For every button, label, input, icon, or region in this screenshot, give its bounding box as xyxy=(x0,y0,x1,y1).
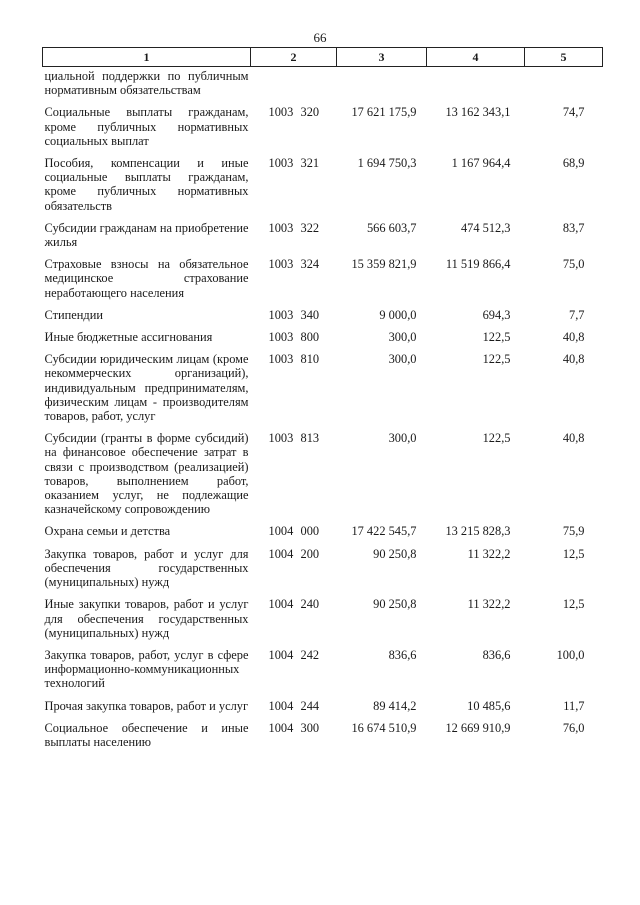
executed-amount: 12 669 910,9 xyxy=(445,720,511,735)
execution-percent: 75,0 xyxy=(562,257,585,272)
execution-percent: 40,8 xyxy=(562,352,585,367)
table-row xyxy=(43,308,603,330)
table-row xyxy=(43,330,603,352)
execution-percent: 40,8 xyxy=(562,431,585,446)
row-name: Иные закупки товаров, работ и услуг для обеспечения государственных (муниципальных) нужд xyxy=(44,597,249,640)
budget-table xyxy=(42,47,603,757)
expense-type-code: 813 xyxy=(300,431,320,446)
row-name: Страховые взносы на обязательное медицинское страхование неработающего населения xyxy=(44,257,249,300)
row-codes xyxy=(251,597,337,648)
expense-type-code: 000 xyxy=(300,524,320,539)
table-row xyxy=(43,221,603,257)
row-codes xyxy=(251,330,337,352)
table-row xyxy=(43,721,603,757)
row-codes xyxy=(251,257,337,308)
executed-amount: 10 485,6 xyxy=(467,698,511,713)
planned-amount: 90 250,8 xyxy=(373,597,417,612)
executed-amount: 474 512,3 xyxy=(460,220,511,235)
execution-percent: 100,0 xyxy=(556,647,585,662)
executed-amount: 1 167 964,4 xyxy=(451,156,511,171)
executed-amount: 694,3 xyxy=(482,307,511,322)
expense-type-code: 321 xyxy=(300,156,320,171)
expense-type-code: 324 xyxy=(300,257,320,272)
execution-percent: 7,7 xyxy=(569,307,585,322)
execution-percent: 11,7 xyxy=(563,698,585,713)
table-row xyxy=(43,352,603,431)
planned-amount: 566 603,7 xyxy=(366,220,417,235)
column-header-3: 3 xyxy=(337,48,427,67)
section-code: 1004 xyxy=(268,698,294,713)
row-name: Социальное обеспечение и иные выплаты населению xyxy=(44,720,249,749)
section-code: 1003 xyxy=(268,352,294,367)
table-header xyxy=(43,48,603,67)
planned-amount: 9 000,0 xyxy=(379,307,417,322)
expense-type-code: 244 xyxy=(300,698,320,713)
execution-percent: 12,5 xyxy=(562,546,585,561)
section-code: 1004 xyxy=(268,546,294,561)
planned-amount: 300,0 xyxy=(388,352,417,367)
row-codes xyxy=(251,524,337,546)
column-header-1: 1 xyxy=(43,48,251,67)
expense-type-code: 200 xyxy=(300,546,320,561)
planned-amount: 1 694 750,3 xyxy=(357,156,417,171)
row-codes xyxy=(251,721,337,757)
row-codes xyxy=(251,221,337,257)
expense-type-code: 240 xyxy=(300,597,320,612)
planned-amount: 89 414,2 xyxy=(373,698,417,713)
row-name: Пособия, компенсации и иные социальные выплаты гражданам, кроме публичных нормативных обязательств xyxy=(44,156,249,213)
table-row xyxy=(43,524,603,546)
table-row xyxy=(43,156,603,221)
expense-type-code: 800 xyxy=(300,330,320,345)
section-code: 1003 xyxy=(268,257,294,272)
row-name: Субсидии (гранты в форме субсидий) на финансовое обеспечение затрат в связи с производством (реализацией) товаров, выполнением работ, оказанием услуг, не подлежащие казначейскому сопровождению xyxy=(44,431,249,517)
execution-percent: 74,7 xyxy=(562,105,585,120)
row-codes xyxy=(251,105,337,156)
expense-type-code: 322 xyxy=(300,220,320,235)
execution-percent: 68,9 xyxy=(562,156,585,171)
section-code: 1003 xyxy=(268,156,294,171)
table-row xyxy=(43,547,603,598)
table-row xyxy=(43,257,603,308)
row-name: Социальные выплаты гражданам, кроме публичных нормативных социальных выплат xyxy=(44,105,249,148)
execution-percent: 83,7 xyxy=(562,220,585,235)
executed-amount: 836,6 xyxy=(482,647,511,662)
executed-amount: 11 322,2 xyxy=(467,546,511,561)
row-name: Субсидии гражданам на приобретение жилья xyxy=(44,220,249,250)
row-name: Закупка товаров, работ, услуг в сфере информационно-коммуникационных технологий xyxy=(44,647,249,691)
row-name: Иные бюджетные ассигнования xyxy=(44,330,213,345)
executed-amount: 11 519 866,4 xyxy=(445,257,511,272)
row-codes xyxy=(251,648,337,699)
row-name: Стипендии xyxy=(44,307,103,322)
planned-amount: 836,6 xyxy=(388,647,417,662)
section-code: 1004 xyxy=(268,597,294,612)
row-codes xyxy=(251,352,337,431)
table-row xyxy=(43,67,603,106)
row-name: циальной поддержки по публичным нормативным обязательствам xyxy=(44,69,249,98)
section-code: 1003 xyxy=(268,105,294,120)
row-codes xyxy=(251,699,337,721)
row-codes xyxy=(251,547,337,598)
planned-amount: 15 359 821,9 xyxy=(351,257,417,272)
planned-amount: 300,0 xyxy=(388,330,417,345)
planned-amount: 90 250,8 xyxy=(373,546,417,561)
table-row xyxy=(43,597,603,648)
execution-percent: 75,9 xyxy=(562,524,585,539)
executed-amount xyxy=(427,67,525,106)
planned-amount: 17 621 175,9 xyxy=(351,105,417,120)
section-code: 1003 xyxy=(268,330,294,345)
row-name: Охрана семьи и детства xyxy=(44,524,171,539)
section-code: 1004 xyxy=(268,647,294,662)
section-code: 1003 xyxy=(268,220,294,235)
table-body xyxy=(43,67,603,758)
row-name: Прочая закупка товаров, работ и услуг xyxy=(44,698,249,713)
section-code: 1004 xyxy=(268,720,294,735)
planned-amount xyxy=(337,67,427,106)
section-code: 1003 xyxy=(268,431,294,446)
section-code: 1004 xyxy=(268,524,294,539)
executed-amount: 122,5 xyxy=(482,431,511,446)
section-code: 1003 xyxy=(268,307,294,322)
table-row xyxy=(43,699,603,721)
executed-amount: 122,5 xyxy=(482,330,511,345)
row-codes xyxy=(251,156,337,221)
planned-amount: 17 422 545,7 xyxy=(351,524,417,539)
column-header-4: 4 xyxy=(427,48,525,67)
expense-type-code: 320 xyxy=(300,105,320,120)
execution-percent xyxy=(525,67,603,106)
row-name: Субсидии юридическим лицам (кроме некоммерческих организаций), индивидуальным предпринимателям, физическим лицам - производителям товаров, работ, услуг xyxy=(44,352,249,424)
executed-amount: 122,5 xyxy=(482,352,511,367)
executed-amount: 11 322,2 xyxy=(467,597,511,612)
execution-percent: 76,0 xyxy=(562,720,585,735)
execution-percent: 40,8 xyxy=(562,330,585,345)
row-name: Закупка товаров, работ и услуг для обеспечения государственных (муниципальных) нужд xyxy=(44,546,249,590)
expense-type-code: 340 xyxy=(300,307,320,322)
table-row xyxy=(43,648,603,699)
expense-type-code: 810 xyxy=(300,352,320,367)
row-codes xyxy=(251,308,337,330)
table-row xyxy=(43,105,603,156)
table-row xyxy=(43,431,603,524)
row-codes xyxy=(251,67,337,106)
page-number: 66 xyxy=(313,30,327,45)
executed-amount: 13 162 343,1 xyxy=(445,105,511,120)
expense-type-code: 300 xyxy=(300,720,320,735)
expense-type-code: 242 xyxy=(300,647,320,662)
executed-amount: 13 215 828,3 xyxy=(445,524,511,539)
execution-percent: 12,5 xyxy=(562,597,585,612)
row-codes xyxy=(251,431,337,524)
planned-amount: 16 674 510,9 xyxy=(351,720,417,735)
column-header-2: 2 xyxy=(251,48,337,67)
planned-amount: 300,0 xyxy=(388,431,417,446)
column-header-5: 5 xyxy=(525,48,603,67)
